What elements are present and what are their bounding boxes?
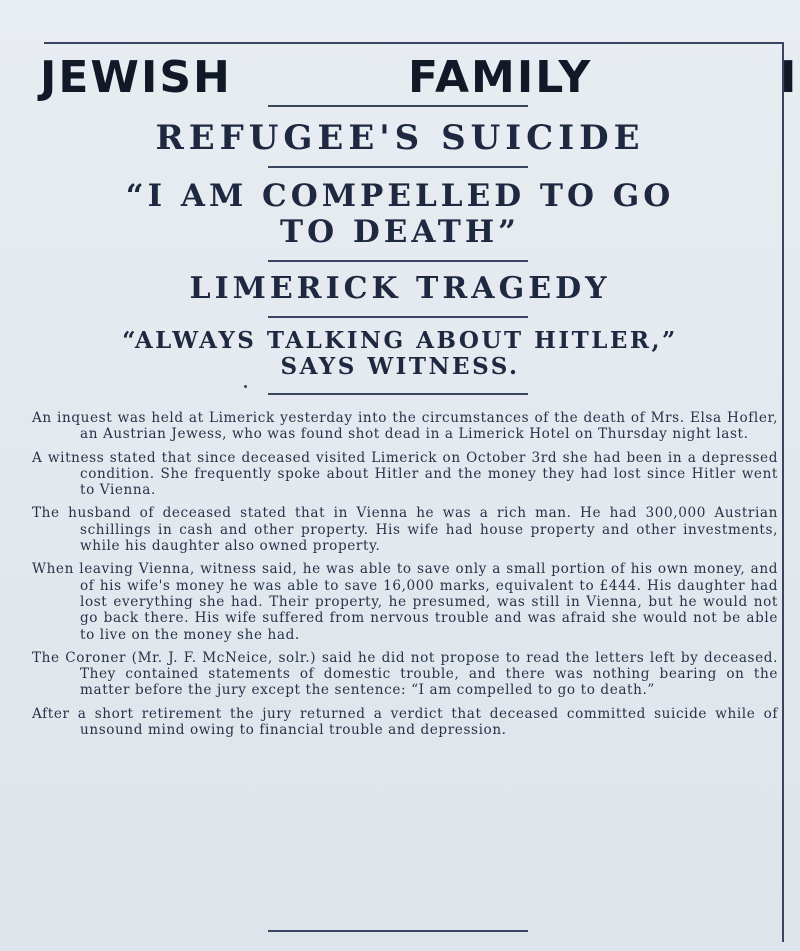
deck-divider-1 [268,105,528,107]
article-paragraph-4: When leaving Vienna, witness said, he was able to save only a small portion of his own money, and of his wife's money he was able to save 16,000 marks, equivalent to £444. His daughter had lost everything she had. Their property, he presumed, was still in Vienna, but he would not go back there. His wife suffered from nervous trouble and was afraid she would not be able to live on the money she had. [32,561,778,643]
right-column-rule [782,42,784,942]
article-paragraph-3: The husband of deceased stated that in Vienna he was a rich man. He had 300,000 Austrian schillings in cash and other property. His wife had house property and other investments, while his daughter also owned property. [32,505,778,555]
deck-divider-2 [268,166,528,168]
bottom-rule [268,930,528,932]
headline-deck-3-text: “I AM COMPELLED TO GO TO DEATH” [125,178,675,250]
ornament-dot [244,385,247,388]
headline-deck-4: LIMERICK TRAGEDY [189,271,611,306]
headline-word-jewish: JEWISH [40,52,232,103]
article-body [32,410,778,745]
article-paragraph-1: An inquest was held at Limerick yesterday into the circumstances of the death of Mrs. Elsa Hofler, an Austrian Jewess, who was found shot dead in a Limerick Hotel on Thursday night last. [32,410,778,443]
deck-divider-3 [268,260,528,262]
article-paragraph-5: The Coroner (Mr. J. F. McNeice, solr.) said he did not propose to read the letters left by deceased. They contained statements of domestic trouble, and there was nothing bearing on the matter before the jury except the sentence: “I am compelled to go to death.” [32,649,778,699]
deck-divider-4 [268,316,528,318]
top-rule [44,42,784,44]
article-paragraph-6: After a short retirement the jury returned a verdict that deceased committed suicide while of unsound mind owing to financial trouble and depression. [32,705,778,739]
deck-divider-5 [268,393,528,395]
headline-deck-1 [40,52,799,103]
headline-deck-5 [0,328,800,380]
headline-deck-3 [0,178,800,250]
headline-word-family: FAMILY [408,52,593,103]
headline-edge-mark: I [780,52,799,103]
headline-deck-5-text: “ALWAYS TALKING ABOUT HITLER,” SAYS WITNESS. [122,327,678,380]
headline-deck-2: REFUGEE'S SUICIDE [155,118,645,158]
article-paragraph-2: A witness stated that since deceased visited Limerick on October 3rd she had been in a depressed condition. She frequently spoke about Hitler and the money they had lost since Hitler went to Vienna. [32,449,778,499]
